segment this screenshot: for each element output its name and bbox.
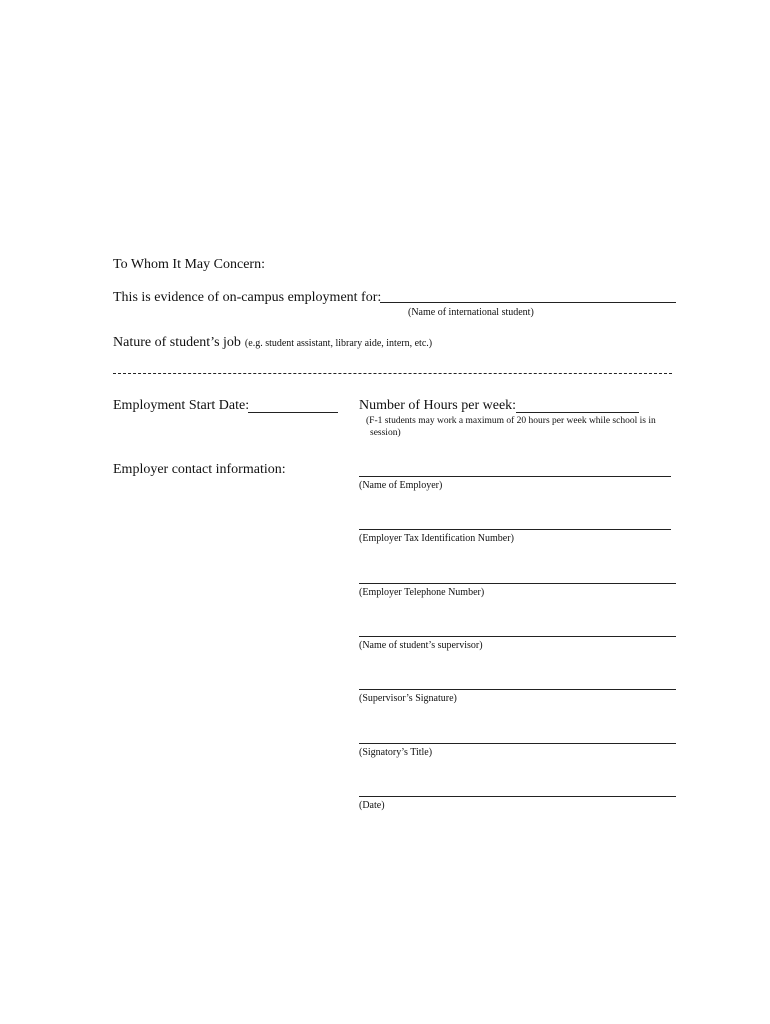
supervisor-name-field[interactable] bbox=[359, 636, 676, 637]
employment-for-label: This is evidence of on-campus employment for: bbox=[113, 290, 382, 305]
date-caption: (Date) bbox=[359, 800, 385, 811]
employer-tax-id-caption: (Employer Tax Identification Number) bbox=[359, 533, 514, 544]
hours-field[interactable] bbox=[516, 412, 639, 413]
supervisor-signature-caption: (Supervisor’s Signature) bbox=[359, 693, 457, 704]
signatory-title-caption: (Signatory’s Title) bbox=[359, 747, 433, 758]
employer-phone-field[interactable] bbox=[359, 583, 676, 584]
employer-name-caption: (Name of Employer) bbox=[359, 480, 443, 491]
job-nature-label: Nature of student’s job bbox=[113, 335, 241, 350]
employer-phone-caption: (Employer Telephone Number) bbox=[359, 587, 485, 598]
job-nature-row bbox=[113, 333, 432, 351]
hours-label: Number of Hours per week: bbox=[359, 398, 517, 413]
signatory-title-field[interactable] bbox=[359, 743, 676, 744]
hours-note-line2: session) bbox=[370, 428, 401, 438]
employer-contact-label: Employer contact information: bbox=[113, 462, 286, 477]
salutation: To Whom It May Concern: bbox=[113, 257, 265, 272]
job-nature-hint: (e.g. student assistant, library aide, intern, etc.) bbox=[244, 338, 433, 349]
supervisor-signature-field[interactable] bbox=[359, 689, 676, 690]
start-date-field[interactable] bbox=[248, 412, 338, 413]
supervisor-name-caption: (Name of student’s supervisor) bbox=[359, 640, 483, 651]
employer-name-field[interactable] bbox=[359, 476, 671, 477]
student-name-field[interactable] bbox=[380, 302, 676, 303]
hours-note-line1: (F-1 students may work a maximum of 20 hours per week while school is in bbox=[366, 416, 656, 426]
job-nature-field[interactable] bbox=[113, 373, 672, 374]
start-date-label: Employment Start Date: bbox=[113, 398, 250, 413]
employer-tax-id-field[interactable] bbox=[359, 529, 671, 530]
student-name-caption: (Name of international student) bbox=[408, 307, 534, 318]
date-field[interactable] bbox=[359, 796, 676, 797]
